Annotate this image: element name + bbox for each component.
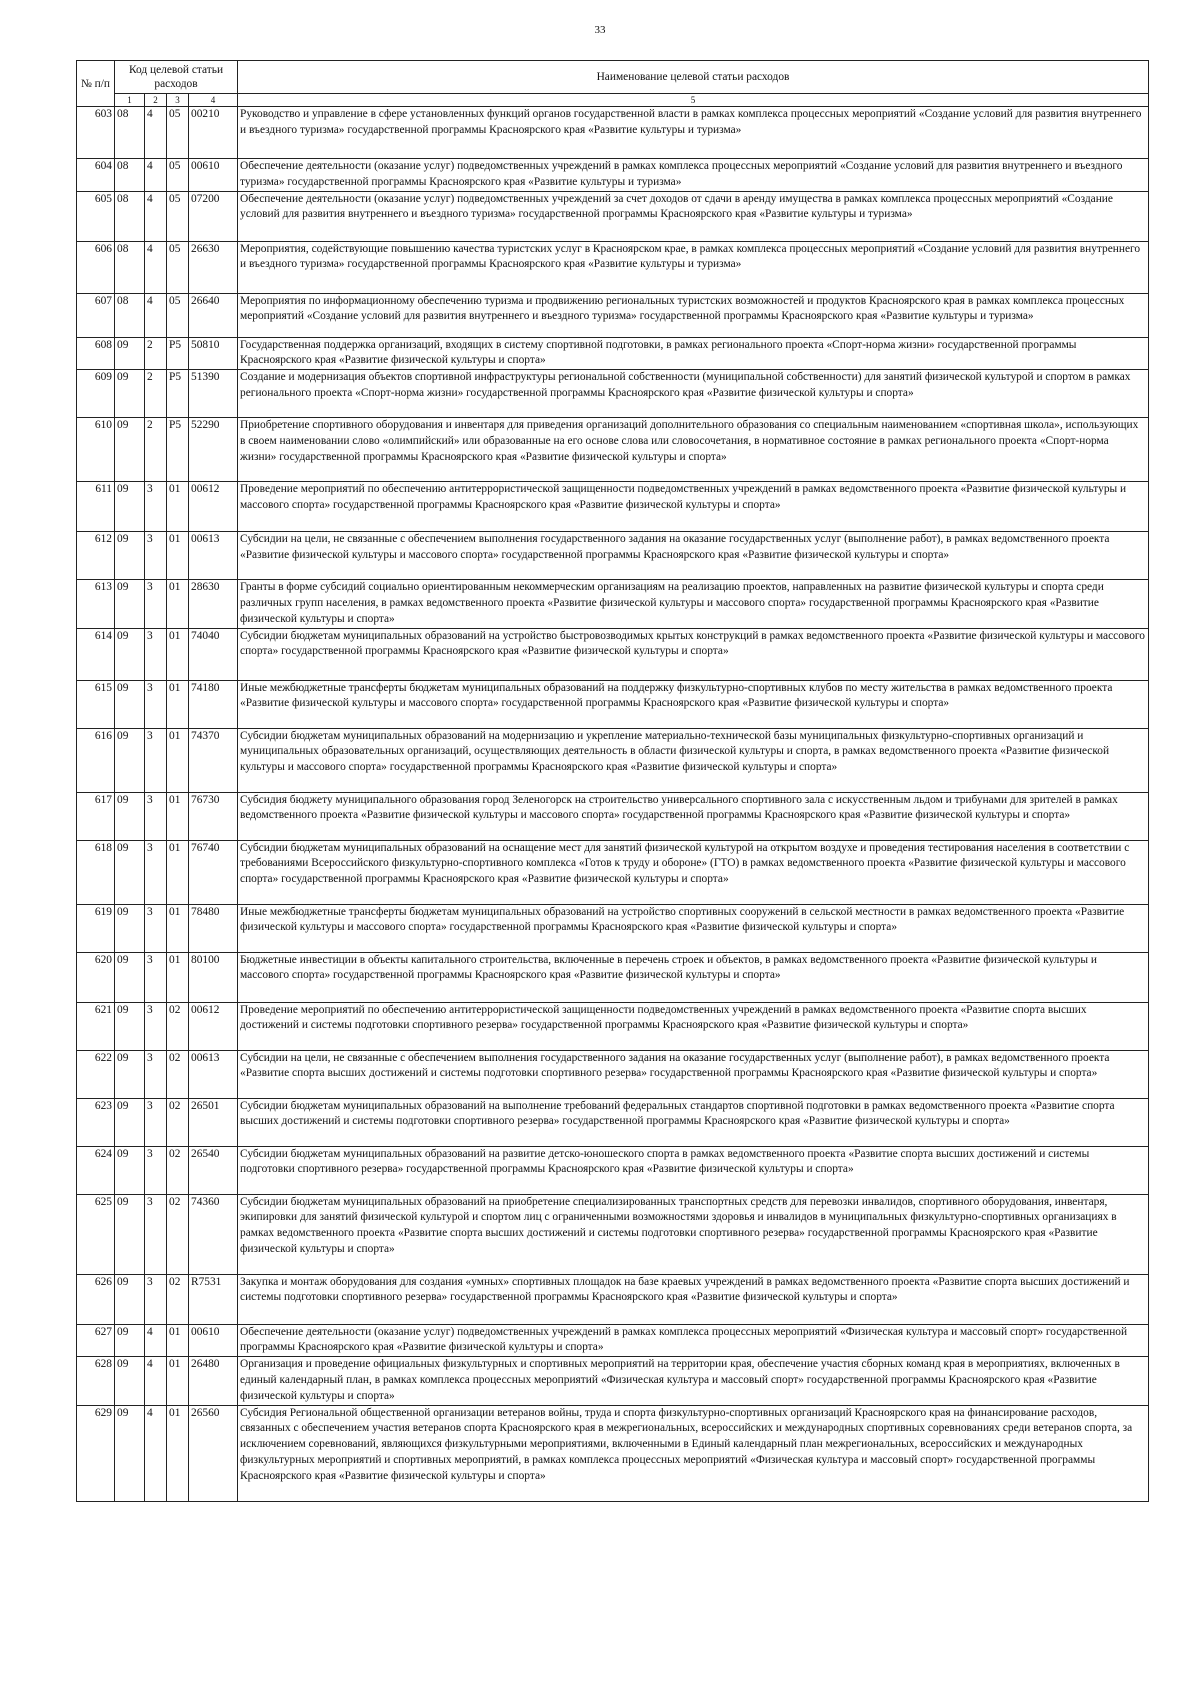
table-row (77, 1405, 1149, 1501)
row-name: Государственная поддержка организаций, входящих в систему спортивной подготовки, в рамках регионального проекта «Спорт-норма жизни» государственной программы Красноярского края «Развитие физической культуры и спорта» (238, 337, 1149, 370)
table-row (77, 293, 1149, 337)
code-part-3: 02 (167, 1274, 189, 1324)
row-name: Организация и проведение официальных физкультурных и спортивных мероприятий на территории края, обеспечение участия сборных команд края в мероприятиях, включенных в единый календарный план, в рамках комплекса процессных мероприятий «Физическая культура и массовый спорт» государственной программы Красноярского края «Развитие физической культуры и спорта» (238, 1357, 1149, 1405)
code-part-4: 74040 (189, 628, 238, 680)
code-part-3: 01 (167, 904, 189, 952)
code-part-1: 09 (115, 728, 145, 792)
code-part-2: 3 (145, 1098, 167, 1146)
row-number: 613 (77, 580, 115, 628)
row-number: 629 (77, 1405, 115, 1501)
code-part-2: 3 (145, 580, 167, 628)
row-name: Проведение мероприятий по обеспечению антитеррористической защищенности подведомственных учреждений в рамках ведомственного проекта «Развитие спорта высших достижений и системы подготовки спортивного резерва» государственной программы Красноярского края «Развитие физической культуры и спорта» (238, 1002, 1149, 1050)
table-row (77, 728, 1149, 792)
code-part-2: 3 (145, 904, 167, 952)
header-index-1: 1 (115, 94, 145, 107)
row-name: Обеспечение деятельности (оказание услуг) подведомственных учреждений в рамках комплекса процессных мероприятий «Создание условий для развития внутреннего и въездного туризма» государственной программы Красноярского края «Развитие культуры и туризма» (238, 159, 1149, 192)
code-part-4: 74370 (189, 728, 238, 792)
row-number: 610 (77, 418, 115, 482)
row-number: 628 (77, 1357, 115, 1405)
code-part-2: 4 (145, 159, 167, 192)
code-part-3: 01 (167, 1405, 189, 1501)
code-part-3: 01 (167, 580, 189, 628)
row-number: 625 (77, 1194, 115, 1274)
table-row (77, 107, 1149, 159)
row-number: 611 (77, 482, 115, 532)
row-name: Иные межбюджетные трансферты бюджетам муниципальных образований на поддержку физкультурно-спортивных клубов по месту жительства в рамках ведомственного проекта «Развитие физической культуры и массового спорта» государственной программы Красноярского края «Развитие физической культуры и спорта» (238, 680, 1149, 728)
code-part-1: 09 (115, 904, 145, 952)
table-row (77, 191, 1149, 241)
code-part-1: 09 (115, 1274, 145, 1324)
row-name: Субсидии бюджетам муниципальных образований на приобретение специализированных транспортных средств для перевозки инвалидов, спортивного оборудования, инвентаря, экипировки для занятий физической культурой и спортом лиц с ограниченными возможностями здоровья и инвалидов в муниципальных физкультурно-спортивных организациях в рамках ведомственного проекта «Развитие спорта высших достижений и системы подготовки спортивного резерва» государственной программы Красноярского края «Развитие физической культуры и спорта» (238, 1194, 1149, 1274)
code-part-3: 05 (167, 241, 189, 293)
code-part-3: 01 (167, 840, 189, 904)
row-number: 623 (77, 1098, 115, 1146)
row-name: Субсидии на цели, не связанные с обеспечением выполнения государственного задания на оказание государственных услуг (выполнение работ), в рамках ведомственного проекта «Развитие физической культуры и массового спорта» государственной программы Красноярского края «Развитие физической культуры и спорта» (238, 532, 1149, 580)
code-part-4: 80100 (189, 952, 238, 1002)
table-row (77, 241, 1149, 293)
row-number: 605 (77, 191, 115, 241)
header-index-2: 2 (145, 94, 167, 107)
row-name: Субсидии бюджетам муниципальных образований на модернизацию и укрепление материально-технической базы муниципальных физкультурно-спортивных организаций и муниципальных образовательных организаций, осуществляющих деятельность в области физической культуры и спорта, в рамках ведомственного проекта «Развитие физической культуры и массового спорта» государственной программы Красноярского края «Развитие физической культуры и спорта» (238, 728, 1149, 792)
table-row (77, 1274, 1149, 1324)
code-part-4: R7531 (189, 1274, 238, 1324)
code-part-2: 3 (145, 1194, 167, 1274)
code-part-4: 26540 (189, 1146, 238, 1194)
code-part-4: 00613 (189, 1050, 238, 1098)
code-part-2: 3 (145, 532, 167, 580)
code-part-2: 3 (145, 1002, 167, 1050)
table-row (77, 1098, 1149, 1146)
table-row (77, 1050, 1149, 1098)
code-part-3: 01 (167, 792, 189, 840)
row-number: 614 (77, 628, 115, 680)
header-number: № п/п (77, 61, 115, 107)
row-name: Иные межбюджетные трансферты бюджетам муниципальных образований на устройство спортивных сооружений в сельской местности в рамках ведомственного проекта «Развитие физической культуры и массового спорта» государственной программы Красноярского края «Развитие физической культуры и спорта» (238, 904, 1149, 952)
table-row (77, 1002, 1149, 1050)
target-articles-table (76, 60, 1149, 1502)
row-number: 608 (77, 337, 115, 370)
code-part-4: 26560 (189, 1405, 238, 1501)
code-part-2: 4 (145, 293, 167, 337)
row-name: Обеспечение деятельности (оказание услуг) подведомственных учреждений за счет доходов от сдачи в аренду имущества в рамках комплекса процессных мероприятий «Создание условий для развития внутреннего и въездного туризма» государственной программы Красноярского края «Развитие культуры и туризма» (238, 191, 1149, 241)
code-part-2: 4 (145, 241, 167, 293)
row-name: Субсидии на цели, не связанные с обеспечением выполнения государственного задания на оказание государственных услуг (выполнение работ), в рамках ведомственного проекта «Развитие спорта высших достижений и системы подготовки спортивного резерва» государственной программы Красноярского края «Развитие физической культуры и спорта» (238, 1050, 1149, 1098)
table-row (77, 840, 1149, 904)
code-part-2: 3 (145, 680, 167, 728)
row-number: 617 (77, 792, 115, 840)
row-number: 619 (77, 904, 115, 952)
code-part-1: 09 (115, 337, 145, 370)
row-name: Проведение мероприятий по обеспечению антитеррористической защищенности подведомственных учреждений в рамках ведомственного проекта «Развитие физической культуры и массового спорта» государственной программы Красноярского края «Развитие физической культуры и спорта» (238, 482, 1149, 532)
code-part-1: 09 (115, 418, 145, 482)
code-part-1: 08 (115, 159, 145, 192)
table-row (77, 580, 1149, 628)
code-part-3: 01 (167, 952, 189, 1002)
code-part-1: 08 (115, 107, 145, 159)
code-part-3: 01 (167, 628, 189, 680)
row-name: Мероприятия по информационному обеспечению туризма и продвижению региональных туристских возможностей и продуктов Красноярского края в рамках комплекса процессных мероприятий «Создание условий для развития внутреннего и въездного туризма» государственной программы Красноярского края «Развитие культуры и туризма» (238, 293, 1149, 337)
code-part-3: P5 (167, 370, 189, 418)
row-name: Субсидии бюджетам муниципальных образований на устройство быстровозводимых крытых конструкций в рамках ведомственного проекта «Развитие физической культуры и массового спорта» государственной программы Красноярского края «Развитие физической культуры и спорта» (238, 628, 1149, 680)
table-row (77, 1194, 1149, 1274)
code-part-3: 02 (167, 1098, 189, 1146)
code-part-1: 09 (115, 1324, 145, 1357)
code-part-3: 02 (167, 1002, 189, 1050)
table-row (77, 904, 1149, 952)
row-number: 604 (77, 159, 115, 192)
code-part-3: 02 (167, 1194, 189, 1274)
code-part-4: 28630 (189, 580, 238, 628)
header-name: Наименование целевой статьи расходов (238, 61, 1149, 94)
code-part-3: 05 (167, 159, 189, 192)
code-part-4: 00613 (189, 532, 238, 580)
code-part-2: 2 (145, 418, 167, 482)
row-name: Обеспечение деятельности (оказание услуг) подведомственных учреждений в рамках комплекса процессных мероприятий «Физическая культура и массовый спорт» государственной программы Красноярского края «Развитие физической культуры и спорта» (238, 1324, 1149, 1357)
code-part-1: 09 (115, 680, 145, 728)
table-row (77, 370, 1149, 418)
row-number: 615 (77, 680, 115, 728)
code-part-2: 3 (145, 728, 167, 792)
code-part-1: 09 (115, 1146, 145, 1194)
header-index-4: 4 (189, 94, 238, 107)
code-part-4: 52290 (189, 418, 238, 482)
code-part-2: 3 (145, 482, 167, 532)
code-part-1: 09 (115, 792, 145, 840)
code-part-1: 09 (115, 1098, 145, 1146)
code-part-4: 00610 (189, 159, 238, 192)
code-part-2: 4 (145, 1357, 167, 1405)
table-row (77, 532, 1149, 580)
code-part-4: 50810 (189, 337, 238, 370)
code-part-1: 09 (115, 840, 145, 904)
code-part-3: 01 (167, 728, 189, 792)
code-part-1: 09 (115, 532, 145, 580)
code-part-4: 26630 (189, 241, 238, 293)
table-body (77, 107, 1149, 1502)
code-part-3: 01 (167, 680, 189, 728)
code-part-1: 09 (115, 952, 145, 1002)
header-index-5: 5 (238, 94, 1149, 107)
code-part-2: 4 (145, 1405, 167, 1501)
table-row (77, 1357, 1149, 1405)
code-part-4: 26501 (189, 1098, 238, 1146)
code-part-4: 78480 (189, 904, 238, 952)
code-part-1: 09 (115, 628, 145, 680)
code-part-3: 02 (167, 1146, 189, 1194)
table-row (77, 1146, 1149, 1194)
code-part-1: 09 (115, 482, 145, 532)
code-part-3: P5 (167, 337, 189, 370)
code-part-3: 05 (167, 191, 189, 241)
code-part-1: 08 (115, 293, 145, 337)
code-part-2: 3 (145, 1146, 167, 1194)
table-row (77, 418, 1149, 482)
header-index-3: 3 (167, 94, 189, 107)
code-part-2: 2 (145, 370, 167, 418)
code-part-3: 01 (167, 1324, 189, 1357)
code-part-4: 74360 (189, 1194, 238, 1274)
code-part-2: 3 (145, 1274, 167, 1324)
row-name: Руководство и управление в сфере установленных функций органов государственной власти в рамках комплекса процессных мероприятий «Создание условий для развития внутреннего и въездного туризма» государственной программы Красноярского края «Развитие культуры и туризма» (238, 107, 1149, 159)
table-row (77, 792, 1149, 840)
row-number: 606 (77, 241, 115, 293)
code-part-3: 05 (167, 293, 189, 337)
table-row (77, 337, 1149, 370)
table-row (77, 1324, 1149, 1357)
row-name: Мероприятия, содействующие повышению качества туристских услуг в Красноярском крае, в рамках комплекса процессных мероприятий «Создание условий для развития внутреннего и въездного туризма» государственной программы Красноярского края «Развитие культуры и туризма» (238, 241, 1149, 293)
code-part-4: 00612 (189, 1002, 238, 1050)
row-number: 626 (77, 1274, 115, 1324)
row-name: Закупка и монтаж оборудования для создания «умных» спортивных площадок на базе краевых учреждений в рамках ведомственного проекта «Развитие спорта высших достижений и системы подготовки спортивного резерва» государственной программы Красноярского края «Развитие физической культуры и спорта» (238, 1274, 1149, 1324)
code-part-1: 09 (115, 370, 145, 418)
code-part-4: 26480 (189, 1357, 238, 1405)
code-part-2: 3 (145, 628, 167, 680)
code-part-3: 02 (167, 1050, 189, 1098)
row-name: Субсидия Региональной общественной организации ветеранов войны, труда и спорта физкультурно-спортивных организаций Красноярского края на финансирование расходов, связанных с обеспечением участия ветеранов спорта Красноярского края в межрегиональных, всероссийских и международных спортивных соревнованиях среди ветеранов спорта, за исключением соревнований, являющихся физкультурными мероприятиями, включенными в Единый календарный план межрегиональных, всероссийских и международных физкультурных мероприятий и спортивных мероприятий, в рамках комплекса процессных мероприятий «Физическая культура и массовый спорт» государственной программы Красноярского края «Развитие физической культуры и спорта» (238, 1405, 1149, 1501)
code-part-3: 05 (167, 107, 189, 159)
code-part-4: 74180 (189, 680, 238, 728)
row-name: Субсидии бюджетам муниципальных образований на развитие детско-юношеского спорта в рамках ведомственного проекта «Развитие спорта высших достижений и системы подготовки спортивного резерва» государственной программы Красноярского края «Развитие физической культуры и спорта» (238, 1146, 1149, 1194)
code-part-2: 4 (145, 1324, 167, 1357)
row-name: Бюджетные инвестиции в объекты капитального строительства, включенные в перечень строек и объектов, в рамках ведомственного проекта «Развитие физической культуры и массового спорта» государственной программы Красноярского края «Развитие физической культуры и спорта» (238, 952, 1149, 1002)
header-code-group: Код целевой статьи расходов (115, 61, 238, 94)
table-row (77, 159, 1149, 192)
row-number: 627 (77, 1324, 115, 1357)
code-part-2: 3 (145, 952, 167, 1002)
row-number: 616 (77, 728, 115, 792)
row-number: 618 (77, 840, 115, 904)
row-name: Субсидии бюджетам муниципальных образований на выполнение требований федеральных стандартов спортивной подготовки в рамках ведомственного проекта «Развитие спорта высших достижений и системы подготовки спортивного резерва» государственной программы Красноярского края «Развитие физической культуры и спорта» (238, 1098, 1149, 1146)
code-part-4: 00210 (189, 107, 238, 159)
code-part-2: 2 (145, 337, 167, 370)
row-name: Субсидии бюджетам муниципальных образований на оснащение мест для занятий физической культурой на открытом воздухе и проведения тестирования населения в соответствии с требованиями Всероссийского физкультурно-спортивного комплекса «Готов к труду и обороне» (ГТО) в рамках ведомственного проекта «Развитие физической культуры и массового спорта» государственной программы Красноярского края «Развитие физической культуры и спорта» (238, 840, 1149, 904)
row-number: 603 (77, 107, 115, 159)
code-part-1: 08 (115, 241, 145, 293)
code-part-3: 01 (167, 482, 189, 532)
code-part-1: 09 (115, 1002, 145, 1050)
row-number: 621 (77, 1002, 115, 1050)
code-part-1: 09 (115, 580, 145, 628)
row-number: 609 (77, 370, 115, 418)
code-part-4: 07200 (189, 191, 238, 241)
row-number: 620 (77, 952, 115, 1002)
table-row (77, 628, 1149, 680)
code-part-4: 76740 (189, 840, 238, 904)
row-number: 624 (77, 1146, 115, 1194)
code-part-4: 00612 (189, 482, 238, 532)
code-part-3: 01 (167, 532, 189, 580)
table-row (77, 952, 1149, 1002)
row-number: 622 (77, 1050, 115, 1098)
row-name: Гранты в форме субсидий социально ориентированным некоммерческим организациям на реализацию проектов, направленных на развитие физической культуры и спорта среди различных групп населения, в рамках ведомственного проекта «Развитие физической культуры и массового спорта» государственной программы Красноярского края «Развитие физической культуры и спорта» (238, 580, 1149, 628)
code-part-4: 26640 (189, 293, 238, 337)
code-part-4: 51390 (189, 370, 238, 418)
row-number: 612 (77, 532, 115, 580)
table-row (77, 680, 1149, 728)
code-part-1: 09 (115, 1194, 145, 1274)
row-name: Приобретение спортивного оборудования и инвентаря для приведения организаций дополнительного образования со специальным наименованием «спортивная школа», использующих в своем наименовании слово «олимпийский» или образованные на его основе слова или словосочетания, в нормативное состояние в рамках регионального проекта «Спорт-норма жизни» государственной программы Красноярского края «Развитие физической культуры и спорта» (238, 418, 1149, 482)
code-part-3: P5 (167, 418, 189, 482)
code-part-2: 4 (145, 191, 167, 241)
code-part-1: 09 (115, 1405, 145, 1501)
table-row (77, 482, 1149, 532)
code-part-4: 00610 (189, 1324, 238, 1357)
code-part-2: 4 (145, 107, 167, 159)
code-part-1: 09 (115, 1050, 145, 1098)
row-name: Создание и модернизация объектов спортивной инфраструктуры региональной собственности (муниципальной собственности) для занятий физической культурой и спортом в рамках регионального проекта «Спорт-норма жизни» государственной программы Красноярского края «Развитие физической культуры и спорта» (238, 370, 1149, 418)
code-part-2: 3 (145, 1050, 167, 1098)
code-part-2: 3 (145, 792, 167, 840)
row-number: 607 (77, 293, 115, 337)
code-part-1: 08 (115, 191, 145, 241)
code-part-3: 01 (167, 1357, 189, 1405)
code-part-4: 76730 (189, 792, 238, 840)
row-name: Субсидия бюджету муниципального образования город Зеленогорск на строительство универсального спортивного зала с искусственным льдом и трибунами для зрителей в рамках ведомственного проекта «Развитие физической культуры и массового спорта» государственной программы Красноярского края «Развитие физической культуры и спорта» (238, 792, 1149, 840)
page-number: 33 (594, 24, 606, 36)
code-part-1: 09 (115, 1357, 145, 1405)
code-part-2: 3 (145, 840, 167, 904)
